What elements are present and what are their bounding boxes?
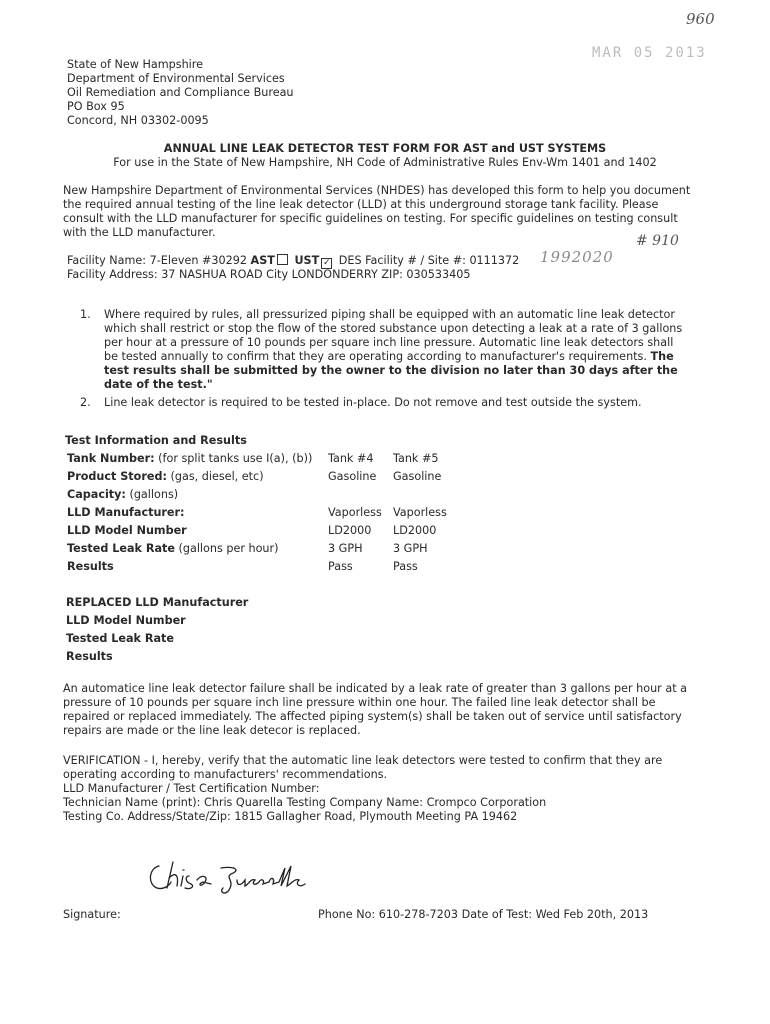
tank-5-value: Gasoline xyxy=(393,470,442,483)
ust-checkbox[interactable]: ✓ xyxy=(322,258,331,268)
tank-4-value: Tank #4 xyxy=(328,452,374,465)
ast-label: AST xyxy=(250,254,275,267)
address-line-4: PO Box 95 xyxy=(67,100,125,113)
zip: 030533405 xyxy=(406,268,471,281)
row-label: Tested Leak Rate xyxy=(67,542,175,555)
company-label: Testing Company Name: xyxy=(286,796,424,809)
facility-address-label: Facility Address: xyxy=(67,268,158,281)
facility-name-line xyxy=(67,254,519,269)
corner-handwritten-mark: 960 xyxy=(686,10,715,28)
row-note: (gallons) xyxy=(129,488,179,501)
replaced-model-label: LLD Model Number xyxy=(66,614,186,627)
city: LONDONDERRY xyxy=(291,268,378,281)
tank-4-value: Vaporless xyxy=(328,506,382,519)
form-subtitle: For use in the State of New Hampshire, NH Code of Administrative Rules Env-Wm 1401 and 1402 xyxy=(113,156,657,169)
testing-address-line xyxy=(63,810,517,824)
replaced-results-label: Results xyxy=(66,650,113,663)
rule-2-text: Line leak detector is required to be tested in-place. Do not remove and test outside the system. xyxy=(104,396,642,409)
intro-paragraph: New Hampshire Department of Environmental Services (NHDES) has developed this form to help you document the required annual testing of the line leak detector (LLD) at this underground storage tank facility. Please consult with the LLD manufacturer for specific guidelines on testing. For specific guidelines on testing consult with the LLD manufacturer. xyxy=(63,184,691,239)
ast-checkbox[interactable] xyxy=(277,254,288,265)
testing-address: 1815 Gallagher Road, Plymouth Meeting PA 19462 xyxy=(234,810,518,823)
testing-address-label: Testing Co. Address/State/Zip: xyxy=(63,810,231,823)
des-label: DES Facility # / Site #: xyxy=(338,254,466,267)
signature-label: Signature: xyxy=(63,908,121,921)
row-label: LLD Model Number xyxy=(67,524,187,537)
facility-address: 37 NASHUA ROAD xyxy=(161,268,263,281)
rule-1 xyxy=(80,308,683,398)
tank-4-value: Gasoline xyxy=(328,470,377,483)
address-line-3: Oil Remediation and Compliance Bureau xyxy=(67,86,294,99)
phone-label: Phone No: xyxy=(318,908,376,921)
phone-number: 610-278-7203 xyxy=(378,908,459,921)
verification-paragraph: VERIFICATION - I, hereby, verify that the automatic line leak detectors were tested to confirm that they are operating according to manufacturers' recommendations. xyxy=(63,754,663,781)
form-title: ANNUAL LINE LEAK DETECTOR TEST FORM FOR AST and UST SYSTEMS xyxy=(163,142,607,155)
test-heading: Test Information and Results xyxy=(65,434,247,447)
row-label: Tank Number: xyxy=(67,452,155,465)
rule-number: 1. xyxy=(80,308,91,321)
company-name: Crompco Corporation xyxy=(426,796,547,809)
test-date-label: Date of Test: xyxy=(461,908,533,921)
technician-label: Technician Name (print): xyxy=(63,796,201,809)
facility-address-line xyxy=(67,268,470,282)
ust-label: UST xyxy=(294,254,320,267)
tank-5-value: Pass xyxy=(393,560,418,573)
rule-number: 2. xyxy=(80,396,91,409)
row-label: Results xyxy=(67,560,114,573)
des-value: 0111372 xyxy=(469,254,520,267)
row-label: LLD Manufacturer: xyxy=(67,506,185,519)
facility-name-label: Facility Name: xyxy=(67,254,147,267)
test-date: Wed Feb 20th, 2013 xyxy=(535,908,649,921)
address-line-1: State of New Hampshire xyxy=(67,58,203,71)
facility-name: 7-Eleven #30292 xyxy=(149,254,247,267)
technician-line xyxy=(63,796,546,810)
failure-paragraph: An automatice line leak detector failure shall be indicated by a leak rate of greater than 3 gallons per hour at a pressure of 10 pounds per square inch line pressure within one hour. The failed line leak detector shall be repaired or replaced immediately. The affected piping system(s) shall be taken out of service until satisfactory repairs are made or the line leak detecor is replaced. xyxy=(63,682,687,737)
row-note: (gallons per hour) xyxy=(178,542,279,555)
replaced-leak-rate-label: Tested Leak Rate xyxy=(66,632,174,645)
handwritten-signature xyxy=(145,858,325,898)
handwritten-site-number: 1992020 xyxy=(540,248,614,266)
rule-2 xyxy=(80,396,680,412)
technician-name: Chris Quarella xyxy=(203,796,283,809)
zip-label: ZIP: xyxy=(381,268,403,281)
row-label: Product Stored: xyxy=(67,470,167,483)
row-note: (gas, diesel, etc) xyxy=(170,470,264,483)
tank-4-value: LD2000 xyxy=(328,524,372,537)
address-line-2: Department of Environmental Services xyxy=(67,72,285,85)
rule-1-text: Where required by rules, all pressurized piping shall be equipped with an automatic line leak detector which shall restrict or stop the flow of the stored substance upon detecting a leak at a rate of 3 gallons per hour at a pressure of 10 pounds per square inch line pressure. Automatic line leak detectors shall be tested annually to confirm that they are operating according to manufacturer's requirements. xyxy=(104,308,683,363)
certification-label: LLD Manufacturer / Test Certification Number: xyxy=(63,782,320,795)
tank-5-value: Tank #5 xyxy=(393,452,439,465)
footer-phone-date-line xyxy=(318,908,648,922)
tank-4-value: Pass xyxy=(328,560,353,573)
tank-4-value: 3 GPH xyxy=(328,542,363,555)
address-line-5: Concord, NH 03302-0095 xyxy=(67,114,209,127)
city-label: City xyxy=(266,268,289,281)
tank-5-value: 3 GPH xyxy=(393,542,428,555)
tank-5-value: Vaporless xyxy=(393,506,447,519)
row-note: (for split tanks use I(a), (b)) xyxy=(158,452,313,465)
replaced-manufacturer-label: REPLACED LLD Manufacturer xyxy=(66,596,249,609)
tank-5-value: LD2000 xyxy=(393,524,437,537)
handwritten-facility-number: # 910 xyxy=(636,233,679,249)
received-stamp: MAR 05 2013 xyxy=(592,45,707,61)
rule-text xyxy=(104,308,684,392)
rule-1-bold-text: The test results shall be submitted by the owner to the division no later than 30 days after the date of the test." xyxy=(104,350,678,391)
row-label: Capacity: xyxy=(67,488,126,501)
